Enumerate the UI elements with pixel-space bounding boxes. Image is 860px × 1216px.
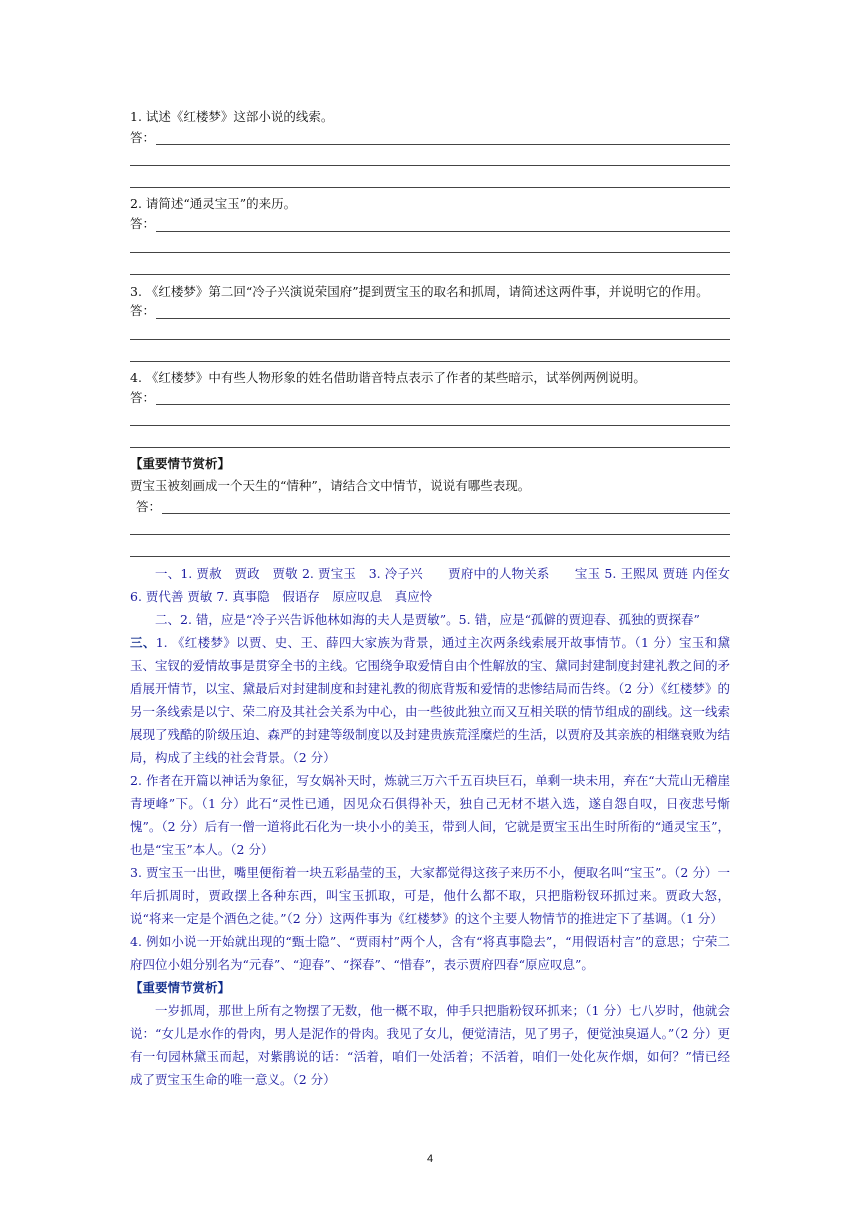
answer-label-4: 答： [130,390,156,405]
part-3-label: 三、 [130,635,156,650]
appreciation-prompt: 贾宝玉被刻画成一个天生的“情种”，请结合文中情节，说说有哪些表现。 [130,478,531,493]
answer-key [130,562,730,1091]
answer-appreciation-heading: 【重要情节赏析】 [130,980,231,995]
answer-line[interactable] [130,425,730,426]
part-3-answer-4: 4. 例如小说一开始就出现的“甄士隐”、“贾雨村”两个人，含有“将真事隐去”，“用假语村言”的意思；宁荣二府四位小姐分别名为“元春”、“迎春”、“探春”、“惜春”，表示贾府四春“原应叹息”。 [130,934,730,972]
part-3-answer-2: 2. 作者在开篇以神话为象征，写女娲补天时，炼就三万六千五百块巨石，单剩一块未用，弃在“大荒山无稽崖青埂峰”下。（1 分）此石“灵性已通，因见众石俱得补天，独自己无材不堪入选，遂自怨自叹，日夜悲号惭愧”。（2 分）后有一僧一道将此石化为一块小小的美玉，带到人间，它就是贾宝玉出生时所衔的“通灵宝玉”，也是“宝玉”本人。（2 分） [130,773,730,857]
answer-line[interactable] [130,361,730,362]
answer-key-part-3 [130,631,730,769]
answer-line[interactable] [162,513,730,514]
answer-label-3: 答： [130,303,156,318]
answer-line[interactable] [156,144,730,145]
part-3-answer-3: 3. 贾宝玉一出世，嘴里便衔着一块五彩晶莹的玉，大家都觉得这孩子来历不小，便取名叫“宝玉”。（2 分）一年后抓周时，贾政摆上各种东西，叫宝玉抓取，可是，他什么都不取，只把脂粉钗环抓过来。贾政大怒，说“将来一定是个酒色之徒。”（2 分）这两件事为《红楼梦》的这个主要人物情节的推进定下了基调。（1 分） [130,865,730,926]
answer-line[interactable] [130,274,730,275]
answer-line[interactable] [130,556,730,557]
answer-line[interactable] [130,165,730,166]
answer-line[interactable] [156,404,730,405]
answer-line[interactable] [130,447,730,448]
answer-key-part-2: 二、2. 错，应是“冷子兴告诉他林如海的夫人是贾敏”。5. 错，应是“孤僻的贾迎春、孤独的贾探春” [155,612,700,627]
answer-line[interactable] [156,231,730,232]
question-4: 4. 《红楼梦》中有些人物形象的姓名借助谐音特点表示了作者的某些暗示，试举例两例说明。 [130,370,646,385]
question-1: 1. 试述《红楼梦》这部小说的线索。 [130,109,334,124]
answer-appreciation: 一岁抓周，那世上所有之物摆了无数，他一概不取，伸手只把脂粉钗环抓来；（1 分）七八岁时，他就会说：“女儿是水作的骨肉，男人是泥作的骨肉。我见了女儿，便觉清洁，见了男子，便觉浊臭逼人。”（2 分）更有一句园林黛玉而起，对紫鹃说的话：“活着，咱们一处活着；不活着，咱们一处化灰作烟，如何？”情已经成了贾宝玉生命的唯一意义。（2 分） [130,1003,730,1087]
question-2: 2. 请简述“通灵宝玉”的来历。 [130,196,297,211]
answer-line[interactable] [130,187,730,188]
page-number: 4 [426,1153,434,1165]
answer-line[interactable] [130,339,730,340]
answer-line[interactable] [130,534,730,535]
answer-line[interactable] [130,252,730,253]
question-3: 3. 《红楼梦》第二回“冷子兴演说荣国府”提到贾宝玉的取名和抓周，请简述这两件事，并说明它的作用。 [130,284,709,299]
part-3-answer-1: 1. 《红楼梦》以贾、史、王、薛四大家族为背景，通过主次两条线索展开故事情节。（1 分）宝玉和黛玉、宝钗的爱情故事是贯穿全书的主线。它围绕争取爱情自由个性解放的宝、黛同封建制度封建礼教之间的矛盾展开情节，以宝、黛最后对封建制度和封建礼教的彻底背叛和爱情的悲惨结局而告终。（2 分）《红楼梦》的另一条线索是以宁、荣二府及其社会关系为中心，由一些彼此独立而又互相关联的情节组成的副线。这一线索展现了残酷的阶级压迫、森严的封建等级制度以及封建贵族荒淫糜烂的生活，以贾府及其亲族的相继衰败为结局，构成了主线的社会背景。（2 分） [130,635,731,765]
appreciation-heading: 【重要情节赏析】 [130,456,231,471]
answer-label-2: 答： [130,216,156,231]
answer-line[interactable] [156,318,730,319]
answer-label-1: 答： [130,130,156,145]
appreciation-answer-label: 答： [136,499,162,514]
answer-key-part-1: 一、1. 贾赦 贾政 贾敬 2. 贾宝玉 3. 冷子兴 贾府中的人物关系 宝玉 5. 王熙凤 贾琏 内侄女 6. 贾代善 贾敏 7. 真事隐 假语存 原应叹息 真应怜 [130,566,730,604]
